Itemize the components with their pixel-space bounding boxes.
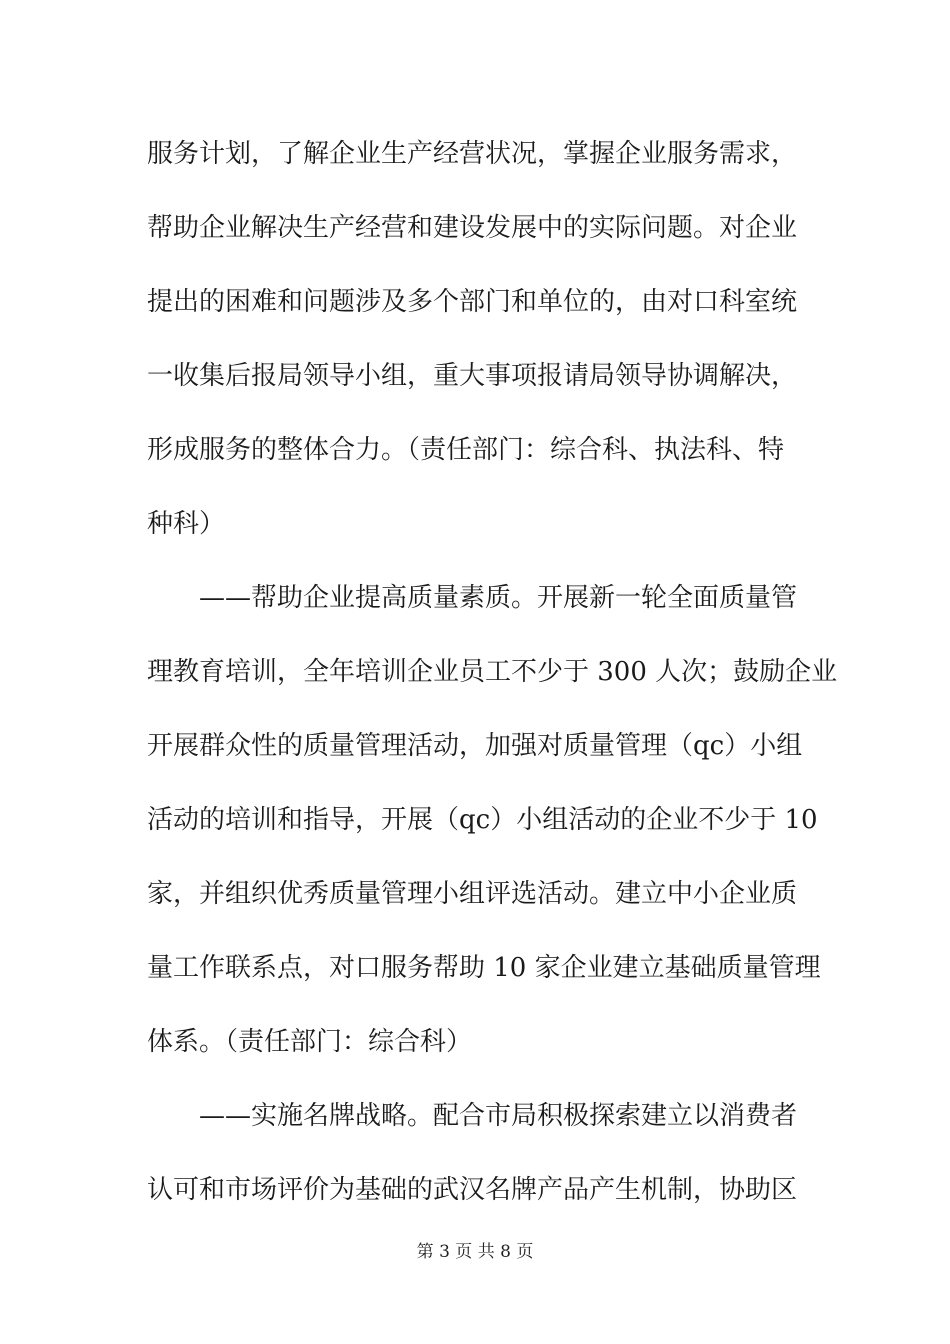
body-text (147, 130, 838, 1240)
paragraph-line: 体系。（责任部门：综合科） (147, 1027, 473, 1057)
paragraph-line: 一收集后报局领导小组，重大事项报请局领导协调解决， (147, 361, 798, 391)
page-number-footer: 第 3 页 共 8 页 (416, 1242, 534, 1262)
paragraph-line: 形成服务的整体合力。（责任部门：综合科、执法科、特 (147, 435, 785, 465)
paragraph-line: 提出的困难和问题涉及多个部门和单位的，由对口科室统 (147, 287, 798, 317)
paragraph-line: 认可和市场评价为基础的武汉名牌产品产生机制，协助区 (147, 1175, 798, 1205)
paragraph-line: 开展群众性的质量管理活动，加强对质量管理（qc）小组 (147, 731, 803, 761)
paragraph-line: 家，并组织优秀质量管理小组评选活动。建立中小企业质 (147, 879, 798, 909)
paragraph-line: 理教育培训，全年培训企业员工不少于 300 人次；鼓励企业 (147, 657, 838, 687)
paragraph-line: 量工作联系点，对口服务帮助 10 家企业建立基础质量管理 (147, 953, 821, 983)
paragraph-line: 帮助企业解决生产经营和建设发展中的实际问题。对企业 (147, 213, 798, 243)
paragraph-line: 活动的培训和指导，开展（qc）小组活动的企业不少于 10 (147, 805, 818, 835)
paragraph-line: ——实施名牌战略。配合市局积极探索建立以消费者 (199, 1101, 798, 1131)
paragraph-line: ——帮助企业提高质量素质。开展新一轮全面质量管 (199, 583, 798, 613)
paragraph-line: 种科） (147, 509, 226, 539)
paragraph-line: 服务计划，了解企业生产经营状况，掌握企业服务需求， (147, 139, 798, 169)
